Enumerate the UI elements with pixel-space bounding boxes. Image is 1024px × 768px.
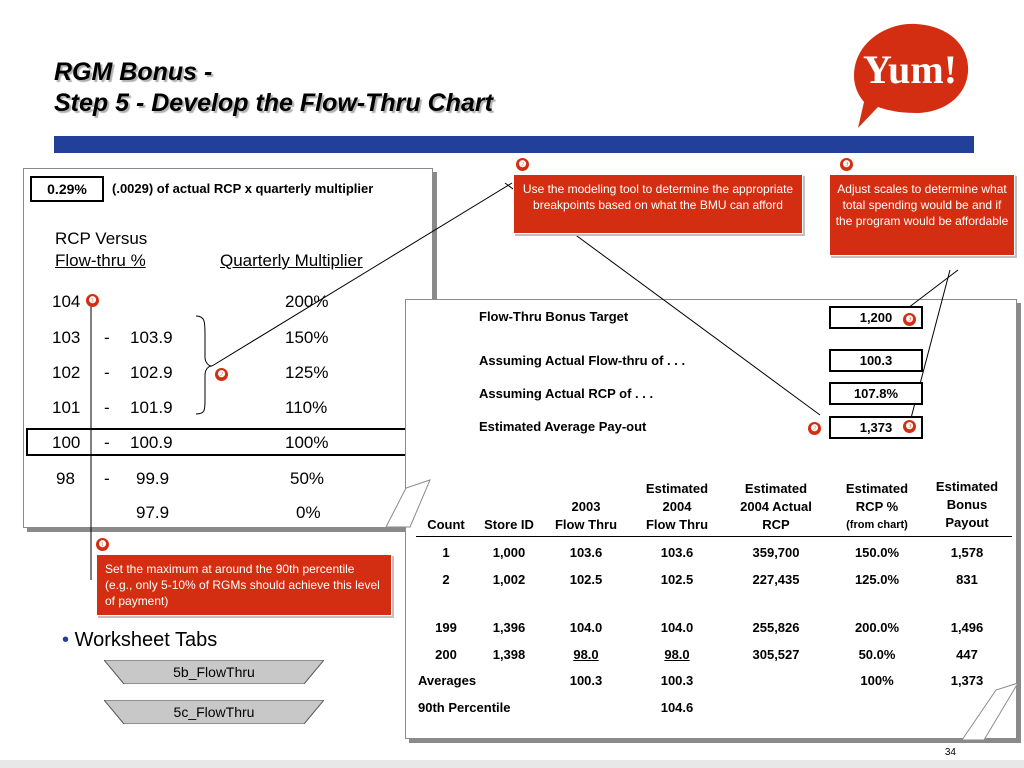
col-header-line: Flow Thru <box>554 517 618 532</box>
cell: 1,496 <box>950 620 984 635</box>
col-header-2004-flowthru <box>632 480 722 534</box>
col-header-line: Flow Thru <box>645 517 709 532</box>
cell: 1,396 <box>492 620 526 635</box>
scales-callout: Adjust scales to determine what total spending would be and if the program would be affordable <box>829 174 1015 256</box>
row-mult: 110% <box>285 398 328 417</box>
col-header-2004-rcp <box>728 480 824 534</box>
col-header-line: Estimated <box>845 481 909 496</box>
row-dash: - <box>104 398 110 417</box>
logo-text: Yum! <box>862 47 958 92</box>
cell: 125.0% <box>854 572 900 587</box>
cell: 150.0% <box>854 545 900 560</box>
row-high: 97.9 <box>136 503 170 522</box>
actual-flowthru-field[interactable]: 100.3 <box>829 349 923 372</box>
cell: 1,398 <box>492 647 526 662</box>
col-header-line: 2004 Actual <box>740 499 812 514</box>
row-low: 103 <box>52 328 81 347</box>
pct-value-box[interactable]: 0.29% <box>30 176 104 202</box>
pct-description: (.0029) of actual RCP x quarterly multiplier <box>112 181 374 196</box>
avg-payout: 1,373 <box>950 673 984 688</box>
tab-label: 5c_FlowThru <box>173 704 255 720</box>
cell: 98.0 <box>664 647 690 662</box>
step-two-badge: ❷ <box>516 158 529 171</box>
col-header-2003-flowthru <box>544 480 628 534</box>
avg-payout-field: 1,373 <box>829 416 923 439</box>
cell: 50.0% <box>858 647 896 662</box>
title-line-2: Step 5 - Develop the Flow-Thru Chart <box>54 89 493 117</box>
percentile-2004-flowthru: 104.6 <box>660 700 694 715</box>
col-header-rcp-pct <box>834 480 920 534</box>
col-header-line: Estimated <box>744 481 808 496</box>
worksheet-tab-5b[interactable] <box>104 660 324 684</box>
col-header-bonus-payout <box>924 478 1010 532</box>
breakpoints-callout: Use the modeling tool to determine the appropriate breakpoints based on what the BMU can afford <box>513 174 803 234</box>
col-header-line <box>418 480 474 498</box>
avg-2003-flowthru: 100.3 <box>569 673 603 688</box>
avg-2004-flowthru: 100.3 <box>660 673 694 688</box>
col-header-line: Estimated <box>645 481 709 496</box>
cell: 255,826 <box>752 620 800 635</box>
footer-bar <box>0 760 1024 768</box>
row-high: 99.9 <box>136 469 170 488</box>
col-header-line: Estimated <box>935 479 999 494</box>
step-three-badge: ❸ <box>903 420 916 433</box>
row-dash: - <box>104 469 110 488</box>
averages-label: Averages <box>418 673 477 688</box>
cell: 98.0 <box>573 647 599 662</box>
col-header-line: 2004 <box>662 499 692 514</box>
col-header-line: 2003 <box>571 499 601 514</box>
col-header-line: Store ID <box>484 517 534 532</box>
avg-rcp-pct: 100% <box>860 673 894 688</box>
cell: 2 <box>442 572 450 587</box>
cell: 200.0% <box>854 620 900 635</box>
row-low: 98 <box>56 469 75 488</box>
row-mult: 50% <box>290 469 325 488</box>
bonus-target-field[interactable]: 1,200 <box>829 306 923 329</box>
page-number: 34 <box>944 747 956 758</box>
input-label: Flow-Thru Bonus Target <box>479 309 629 324</box>
step-one-badge: ❶ <box>86 294 99 307</box>
worksheet-label: Worksheet Tabs <box>74 629 218 651</box>
row-low: 104 <box>52 292 81 311</box>
col-header-count <box>418 480 474 534</box>
cell: 447 <box>956 647 978 662</box>
step-two-badge: ❷ <box>215 368 228 381</box>
cell: 104.0 <box>660 620 694 635</box>
col-header-line: RCP <box>762 517 790 532</box>
row-high: 103.9 <box>130 328 173 347</box>
multiplier-header: Quarterly Multiplier <box>220 251 363 270</box>
page-curl-corner <box>962 683 1018 740</box>
percentile-label: 90th Percentile <box>418 700 511 715</box>
row-high: 102.9 <box>130 363 173 382</box>
maximum-callout: Set the maximum at around the 90th percentile (e.g., only 5-10% of RGMs should achieve this level of payment) <box>96 554 392 616</box>
header-rule <box>416 536 1012 537</box>
row-mult: 0% <box>296 503 321 522</box>
row-low: 100 <box>52 433 81 452</box>
row-high: 100.9 <box>130 433 173 452</box>
row-mult: 125% <box>285 363 329 382</box>
col-header-line: (from chart) <box>846 519 908 531</box>
step-one-badge: ❶ <box>96 538 109 551</box>
row-dash: - <box>104 433 110 452</box>
col-header-line: Bonus <box>946 497 988 512</box>
row-mult: 200% <box>285 292 329 311</box>
col-header-line <box>544 480 628 498</box>
tab-label: 5b_FlowThru <box>173 664 255 680</box>
bullet-dot: • <box>62 629 70 651</box>
cell: 102.5 <box>569 572 603 587</box>
range-brace <box>196 316 212 414</box>
step-three-badge: ❸ <box>840 158 853 171</box>
cell: 1,578 <box>950 545 984 560</box>
row-low: 102 <box>52 363 81 382</box>
worksheet-bullet <box>62 628 217 652</box>
input-label: Assuming Actual RCP of . . . <box>479 386 654 401</box>
row-mult: 100% <box>285 433 329 452</box>
step-two-badge: ❷ <box>808 422 821 435</box>
cell: 103.6 <box>569 545 603 560</box>
actual-rcp-field[interactable]: 107.8% <box>829 382 923 405</box>
row-high: 101.9 <box>130 398 173 417</box>
rcp-header-line1: RCP Versus <box>55 229 148 248</box>
row-low: 101 <box>52 398 81 417</box>
step-three-badge: ❸ <box>903 313 916 326</box>
cell: 1 <box>442 545 450 560</box>
col-header-line: RCP % <box>855 499 899 514</box>
cell: 359,700 <box>752 545 800 560</box>
input-label: Estimated Average Pay-out <box>479 419 647 434</box>
cell: 1,000 <box>492 545 526 560</box>
input-label: Assuming Actual Flow-thru of . . . <box>479 353 686 368</box>
col-header-line <box>418 498 474 516</box>
cell: 199 <box>435 620 457 635</box>
connector-line <box>908 270 958 308</box>
cell: 831 <box>956 572 978 587</box>
col-header-line <box>476 480 542 498</box>
col-header-line: Count <box>427 517 465 532</box>
worksheet-tab-5c[interactable] <box>104 700 324 724</box>
connector-line <box>212 183 512 366</box>
cell: 200 <box>435 647 457 662</box>
cell: 227,435 <box>752 572 800 587</box>
cell: 1,002 <box>492 572 526 587</box>
row-mult: 150% <box>285 328 329 347</box>
row-dash: - <box>104 328 110 347</box>
title-line-1: RGM Bonus - <box>54 58 213 86</box>
row-dash: - <box>104 363 110 382</box>
col-header-store-id <box>476 480 542 534</box>
cell: 104.0 <box>569 620 603 635</box>
rcp-header-line2: Flow-thru % <box>55 251 146 270</box>
col-header-line <box>476 498 542 516</box>
cell: 305,527 <box>752 647 800 662</box>
cell: 102.5 <box>660 572 694 587</box>
col-header-line: Payout <box>945 515 989 530</box>
cell: 103.6 <box>660 545 694 560</box>
